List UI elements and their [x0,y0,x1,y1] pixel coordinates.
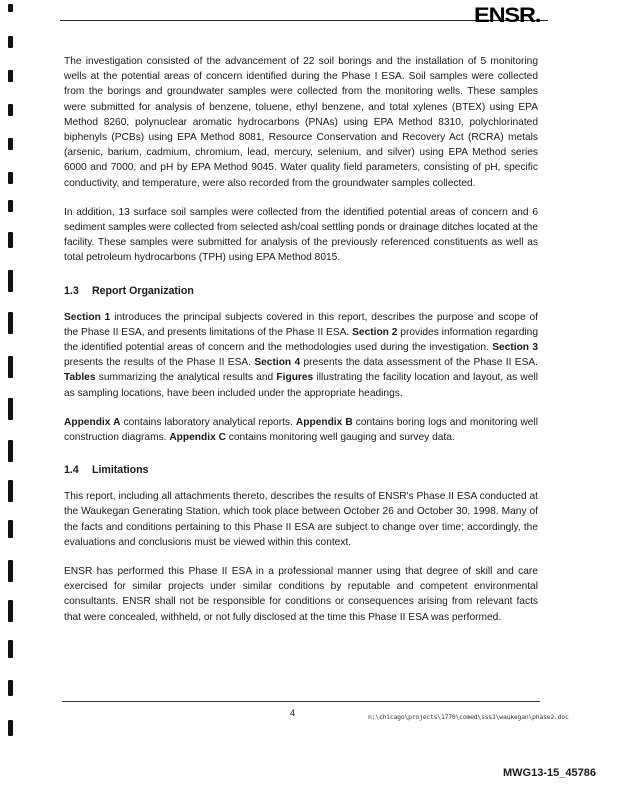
punch-mark [8,232,13,248]
punch-mark [8,600,13,622]
punch-mark [8,640,13,658]
punch-mark [8,270,13,292]
paragraph-report-organization: Section 1 introduces the principal subjects covered in this report, describes the purpose and scope of the Phase II ESA, and presents limitations of the Phase II ESA. Section 2 provides information regarding the identified potential areas of concern and the methodologies used during the investigation. Section 3 presents the results of the Phase II ESA. Section 4 presents the data assessment of the Phase II ESA. Tables summarizing the analytical results and Figures illustrating the facility location and layout, as well as sampling locations, have been included under the appropriate headings. [64,311,539,399]
punch-mark [8,172,13,184]
punch-mark [8,200,13,212]
punch-mark [8,4,13,12]
punch-mark [8,680,13,696]
page-number: 4 [290,708,296,718]
punch-mark [8,480,13,502]
punch-mark [8,104,13,116]
punch-mark [8,520,13,538]
paragraph-investigation: The investigation consisted of the advancement of 22 soil borings and the installation of 5 monitoring wells at the potential areas of concern identified during the Phase I ESA. Soil samples were collected from the borings and groundwater samples were collected from the monitoring wells. These samples were submitted for analysis of benzene, toluene, ethyl benzene, and total xylenes (BTEX) using EPA Method 8260, polynuclear aromatic hydrocarbons (PNAs) using EPA Method 8310, polychlorinated biphenyls (PCBs) using EPA Method 8081, Resource Conservation and Recovery Act (RCRA) metals (arsenic, barium, cadmium, chromium, lead, mercury, selenium, and silver) using EPA Method series 6000 and 7000, and pH by EPA Method 9045. Water quality field parameters, consisting of pH, specific conductivity, and temperature, were also recorded from the groundwater samples collected. [64,56,538,189]
paragraph-limitations-professional: ENSR has performed this Phase II ESA in a professional manner using that degree of skill and care exercised for similar projects under similar conditions by reputable and competent environmental consultants. ENSR shall not be responsible for conditions or consequences arising from relevant facts that were concealed, withheld, or not fully disclosed at the time this Phase II ESA was performed. [64,566,538,623]
section-heading-limitations: 1.4 Limitations [64,464,149,477]
ensr-logo: ENSR. [474,4,541,27]
punch-mark [8,70,13,82]
punch-mark [8,720,13,736]
bates-number: MWG13-15_45786 [503,767,596,779]
paragraph-appendices: Appendix A contains laboratory analytical reports. Appendix B contains boring logs and monitoring well construction diagrams. Appendix C contains monitoring well gauging and survey data. [64,416,538,444]
footer-rule [62,701,540,702]
punch-mark [8,398,13,420]
punch-mark [8,440,13,462]
punch-mark [8,560,13,582]
punch-mark [8,36,13,48]
punch-mark [8,138,13,150]
section-heading-report-organization: 1.3 Report Organization [64,284,194,297]
paragraph-limitations-scope: This report, including all attachments thereto, describes the results of ENSR's Phase II ESA conducted at the Waukegan Generating Station, which took place between October 26 and October 30, 1998. Many of the facts and conditions pertaining to this Phase II ESA are subject to change over time; accordingly, the evaluations and conclusions must be viewed within this context. [64,491,538,548]
punch-mark [8,312,13,334]
paragraph-surface-samples: In addition, 13 surface soil samples were collected from the identified potential areas of concern and 6 sediment samples were collected from selected ash/coal settling ponds or drainage ditches located at the facility. These samples were submitted for analysis of the previously referenced constituents as well as total petroleum hydrocarbons (TPH) using EPA Method 8015. [64,206,538,264]
file-path: n:\chicago\projects\1770\comed\sss1\waukegan\phase2.doc [368,713,569,721]
body-text [64,54,538,639]
punch-mark [8,356,13,378]
